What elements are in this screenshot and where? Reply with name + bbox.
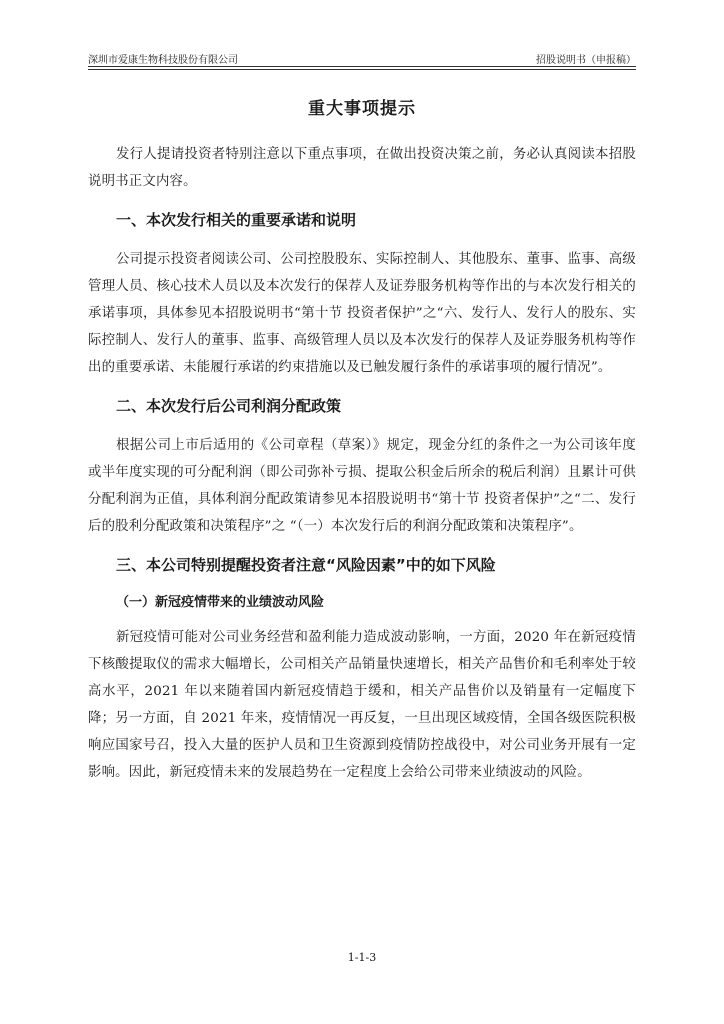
header-rule-bottom [88, 69, 636, 70]
page-content [88, 94, 636, 800]
header-company-name: 深圳市爱康生物科技股份有限公司 [88, 55, 238, 66]
page-number: 1-1-3 [347, 951, 377, 964]
page-title: 重大事项提示 [308, 99, 416, 119]
page-header [88, 49, 636, 67]
section-3-subheading: （一）新冠疫情带来的业绩波动风险 [116, 595, 325, 610]
intro-paragraph: 发行人提请投资者特别注意以下重点事项，在做出投资决策之前，务必认真阅读本招股说明书正文内容。 [88, 147, 636, 189]
header-rule-top [88, 66, 636, 67]
section-2-heading: 二、本次发行后公司利润分配政策 [116, 397, 342, 415]
section-2-paragraph: 根据公司上市后适用的《公司章程（草案）》规定，现金分红的条件之一为公司该年度或半年度实现的可分配利润（即公司弥补亏损、提取公积金后所余的税后利润）且累计可供分配利润为正值，具体利润分配政策请参见本招股说明书“第十节 投资者保护”之“二、发行后的股利分配政策和决策程序”之 “（一）本次发行后的利润分配政策和决策程序”。 [88, 438, 636, 534]
section-1-paragraph: 公司提示投资者阅读公司、公司控股股东、实际控制人、其他股东、董事、监事、高级管理人员、核心技术人员以及本次发行的保荐人及证券服务机构等作出的与本次发行相关的承诺事项，具体参见本招股说明书“第十节 投资者保护”之“六、发行人、发行人的股东、实际控制人、发行人的董事、监事、高级管理人员以及本次发行的保荐人及证券服务机构等作出的重要承诺、未能履行承诺的约束措施以及已触发履行条件的承诺事项的履行情况”。 [88, 252, 636, 375]
section-3-paragraph: 新冠疫情可能对公司业务经营和盈利能力造成波动影响，一方面，2020 年在新冠疫情下核酸提取仪的需求大幅增长，公司相关产品销量快速增长，相关产品售价和毛利率处于较高水平，2021 年以来随着国内新冠疫情趋于缓和，相关产品售价以及销量有一定幅度下降；另一方面，自 2021 年来，疫情情况一再反复，一旦出现区域疫情，全国各级医院积极响应国家号召，投入大量的医护人员和卫生资源到疫情防控战役中，对公司业务开展有一定影响。因此，新冠疫情未来的发展趋势在一定程度上会给公司带来业绩波动的风险。 [88, 630, 636, 780]
section-1-heading: 一、本次发行相关的重要承诺和说明 [116, 211, 357, 229]
header-document-name: 招股说明书（申报稿） [536, 55, 636, 66]
section-3-heading: 三、本公司特别提醒投资者注意“风险因素”中的如下风险 [116, 556, 496, 574]
